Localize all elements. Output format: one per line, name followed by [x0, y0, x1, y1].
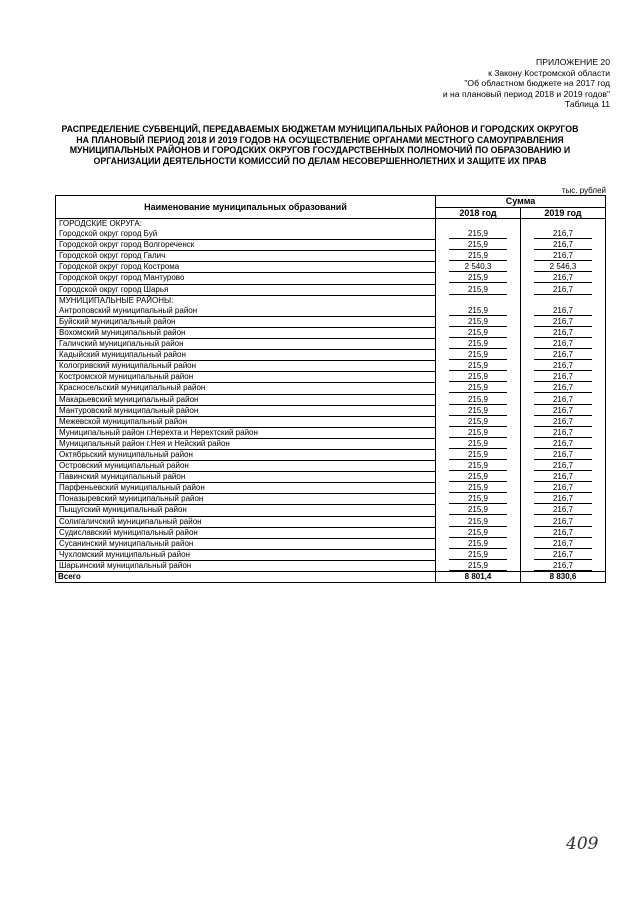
- value-2018: 215,9: [449, 350, 507, 360]
- value-2018: 215,9: [449, 417, 507, 427]
- total-label: Всего: [56, 572, 436, 583]
- value-2018: 215,9: [449, 383, 507, 393]
- table-row: [56, 339, 606, 350]
- subsidy-table: [55, 195, 606, 583]
- empty-cell: [436, 219, 521, 230]
- municipality-name: Городской округ город Буй: [56, 229, 436, 240]
- total-2018: 8 801,4: [436, 572, 521, 583]
- value-2019: 216,7: [534, 306, 592, 316]
- municipality-name: Островский муниципальный район: [56, 461, 436, 472]
- municipality-name: Шарьинский муниципальный район: [56, 560, 436, 571]
- municipality-name: Городской округ город Мантурово: [56, 273, 436, 284]
- page-number: 409: [566, 834, 599, 854]
- municipality-name: Городской округ город Галич: [56, 251, 436, 262]
- table-row: [56, 461, 606, 472]
- value-2019: 216,7: [534, 395, 592, 405]
- table-row: [56, 240, 606, 251]
- value-2018: 215,9: [449, 472, 507, 482]
- header-line: к Закону Костромской области: [488, 67, 610, 78]
- value-2019: 216,7: [534, 561, 592, 571]
- municipality-name: Кадыйский муниципальный район: [56, 350, 436, 361]
- value-2018: 215,9: [449, 483, 507, 493]
- table-row: [56, 372, 606, 383]
- table-row: [56, 483, 606, 494]
- table-row: [56, 350, 606, 361]
- section-label: МУНИЦИПАЛЬНЫЕ РАЙОНЫ:: [56, 295, 436, 306]
- value-2018: 215,9: [449, 539, 507, 549]
- value-2019: 216,7: [534, 350, 592, 360]
- municipality-name: Чухломский муниципальный район: [56, 549, 436, 560]
- value-2019: 216,7: [534, 528, 592, 538]
- value-2019: 216,7: [534, 461, 592, 471]
- value-2019: 216,7: [534, 240, 592, 250]
- value-2019: 216,7: [534, 406, 592, 416]
- value-2018: 215,9: [449, 395, 507, 405]
- column-header-sum: Сумма: [436, 196, 606, 208]
- table-row: [56, 560, 606, 571]
- units-label: тыс. рублей: [561, 186, 606, 195]
- value-2018: 215,9: [449, 361, 507, 371]
- table-row: [56, 284, 606, 295]
- value-2019: 216,7: [534, 229, 592, 239]
- header-line: "Об областном бюджете на 2017 год: [464, 78, 610, 89]
- table-row: [56, 229, 606, 240]
- table-row: [56, 427, 606, 438]
- table-row: [56, 394, 606, 405]
- section-label: ГОРОДСКИЕ ОКРУГА:: [56, 219, 436, 230]
- value-2019: 216,7: [534, 328, 592, 338]
- value-2018: 215,9: [449, 550, 507, 560]
- value-2018: 215,9: [449, 528, 507, 538]
- section-row: [56, 219, 606, 230]
- value-2018: 215,9: [449, 339, 507, 349]
- value-2018: 215,9: [449, 428, 507, 438]
- municipality-name: Вохомский муниципальный район: [56, 327, 436, 338]
- total-2019: 8 830,6: [521, 572, 606, 583]
- value-2019: 216,7: [534, 505, 592, 515]
- municipality-name: Судиславский муниципальный район: [56, 527, 436, 538]
- value-2019: 216,7: [534, 439, 592, 449]
- value-2019: 216,7: [534, 472, 592, 482]
- municipality-name: Октябрьский муниципальный район: [56, 449, 436, 460]
- value-2019: 216,7: [534, 539, 592, 549]
- table-row: [56, 472, 606, 483]
- value-2019: 216,7: [534, 550, 592, 560]
- value-2018: 215,9: [449, 450, 507, 460]
- value-2018: 215,9: [449, 406, 507, 416]
- municipality-name: Городской округ город Кострома: [56, 262, 436, 273]
- value-2018: 215,9: [449, 285, 507, 295]
- empty-cell: [521, 219, 606, 230]
- column-header-2019: 2019 год: [521, 207, 606, 219]
- value-2018: 215,9: [449, 517, 507, 527]
- table-row: [56, 316, 606, 327]
- table-row: [56, 306, 606, 317]
- table-row: [56, 549, 606, 560]
- value-2018: 215,9: [449, 461, 507, 471]
- municipality-name: Парфеньевский муниципальный район: [56, 483, 436, 494]
- table-row: [56, 505, 606, 516]
- section-row: [56, 295, 606, 306]
- table-row: [56, 438, 606, 449]
- municipality-name: Муниципальный район г.Нея и Нейский район: [56, 438, 436, 449]
- table-row: [56, 262, 606, 273]
- header-line: ПРИЛОЖЕНИЕ 20: [536, 57, 610, 67]
- municipality-name: Макарьевский муниципальный район: [56, 394, 436, 405]
- municipality-name: Буйский муниципальный район: [56, 316, 436, 327]
- table-row: [56, 516, 606, 527]
- value-2019: 216,7: [534, 383, 592, 393]
- value-2018: 215,9: [449, 505, 507, 515]
- document-title: РАСПРЕДЕЛЕНИЕ СУБВЕНЦИЙ, ПЕРЕДАВАЕМЫХ БЮДЖЕТАМ МУНИЦИПАЛЬНЫХ РАЙОНОВ И ГОРОДСКИХ ОКРУГОВ НА ПЛАНОВЫЙ ПЕРИОД 2018 И 2019 ГОДОВ НА ОСУЩЕСТВЛЕНИЕ ОРГАНАМИ МЕСТНОГО САМОУПРАВЛЕНИЯ МУНИЦИПАЛЬНЫХ РАЙОНОВ И ГОРОДСКИХ ОКРУГОВ ГОСУДАРСТВЕННЫХ ПОЛНОМОЧИЙ ПО ОБРАЗОВАНИЮ И ОРГАНИЗАЦИИ ДЕЯТЕЛЬНОСТИ КОМИССИЙ ПО ДЕЛАМ НЕСОВЕРШЕННОЛЕТНИХ И ЗАЩИТЕ ИХ ПРАВ: [61, 124, 579, 166]
- value-2018: 215,9: [449, 328, 507, 338]
- table-row: [56, 405, 606, 416]
- value-2018: 215,9: [449, 273, 507, 283]
- header-line: и на плановый период 2018 и 2019 годов": [442, 88, 610, 99]
- value-2018: 215,9: [449, 229, 507, 239]
- value-2019: 216,7: [534, 372, 592, 382]
- table-row: [56, 416, 606, 427]
- municipality-name: Сусанинский муниципальный район: [56, 538, 436, 549]
- table-row: [56, 327, 606, 338]
- value-2018: 215,9: [449, 251, 507, 261]
- value-2019: 216,7: [534, 450, 592, 460]
- municipality-name: Галичский муниципальный район: [56, 339, 436, 350]
- column-header-name: Наименование муниципальных образований: [56, 196, 436, 219]
- value-2018: 215,9: [449, 240, 507, 250]
- header-line: Таблица 11: [564, 99, 610, 110]
- municipality-name: Павинский муниципальный район: [56, 472, 436, 483]
- value-2019: 216,7: [534, 417, 592, 427]
- empty-cell: [521, 295, 606, 306]
- value-2018: 215,9: [449, 439, 507, 449]
- table-row: [56, 494, 606, 505]
- empty-cell: [436, 295, 521, 306]
- value-2019: 216,7: [534, 339, 592, 349]
- municipality-name: Мантуровский муниципальный район: [56, 405, 436, 416]
- table-row: [56, 449, 606, 460]
- municipality-name: Межевской муниципальный район: [56, 416, 436, 427]
- value-2019: 2 546,3: [534, 262, 592, 272]
- municipality-name: Поназыревский муниципальный район: [56, 494, 436, 505]
- municipality-name: Антроповский муниципальный район: [56, 306, 436, 317]
- municipality-name: Кологривский муниципальный район: [56, 361, 436, 372]
- value-2018: 215,9: [449, 561, 507, 571]
- value-2019: 216,7: [534, 494, 592, 504]
- municipality-name: Муниципальный район г.Нерехта и Нерехтский район: [56, 427, 436, 438]
- table-row: [56, 527, 606, 538]
- table-row: [56, 538, 606, 549]
- municipality-name: Городской округ город Волгореченск: [56, 240, 436, 251]
- table-row: [56, 273, 606, 284]
- municipality-name: Красносельский муниципальный район: [56, 383, 436, 394]
- municipality-name: Костромской муниципальный район: [56, 372, 436, 383]
- value-2019: 216,7: [534, 517, 592, 527]
- table-row: [56, 251, 606, 262]
- value-2019: 216,7: [534, 285, 592, 295]
- value-2019: 216,7: [534, 273, 592, 283]
- value-2019: 216,7: [534, 361, 592, 371]
- column-header-2018: 2018 год: [436, 207, 521, 219]
- value-2019: 216,7: [534, 251, 592, 261]
- municipality-name: Пыщугский муниципальный район: [56, 505, 436, 516]
- value-2018: 2 540,3: [449, 262, 507, 272]
- municipality-name: Солигаличский муниципальный район: [56, 516, 436, 527]
- table-row: [56, 383, 606, 394]
- table-row: [56, 361, 606, 372]
- document-header: [443, 57, 610, 110]
- value-2018: 215,9: [449, 317, 507, 327]
- value-2019: 216,7: [534, 317, 592, 327]
- municipality-name: Городской округ город Шарья: [56, 284, 436, 295]
- value-2019: 216,7: [534, 428, 592, 438]
- table-body: [56, 219, 606, 583]
- value-2018: 215,9: [449, 306, 507, 316]
- value-2018: 215,9: [449, 494, 507, 504]
- total-row: [56, 572, 606, 583]
- value-2019: 216,7: [534, 483, 592, 493]
- value-2018: 215,9: [449, 372, 507, 382]
